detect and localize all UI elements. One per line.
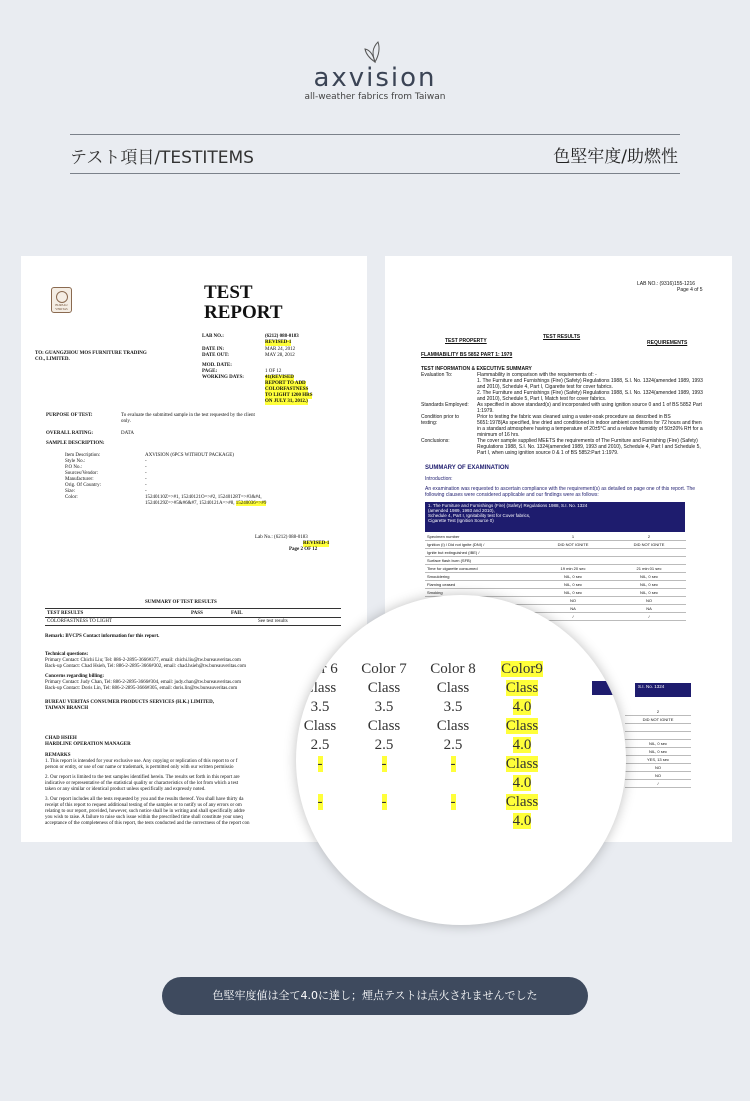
table-row [425, 565, 686, 573]
caption-banner: 色堅牢度値は全て4.0に達し；煙点テストは点火されませんでした [162, 977, 588, 1015]
cell-value: - [450, 794, 456, 810]
table-rule [45, 617, 341, 618]
specimen-2-value: DID NOT IGNITE [633, 542, 665, 547]
remark-line: taken or any similar or identical product unless specifically and expressly noted. [45, 787, 206, 792]
cell-value: 4.0 [512, 699, 532, 715]
brand-name: axvision [313, 63, 437, 93]
field-label: Manufacturer: [65, 477, 94, 482]
cell-value: 4.0 [512, 775, 532, 791]
table-header: TEST RESULTS [47, 611, 84, 616]
table-header: FAIL [231, 611, 243, 616]
top-rule [70, 134, 680, 135]
page-number: 1 OF 12 [265, 369, 282, 374]
field-label: Item Description: [65, 453, 101, 458]
date-in: MAR 24, 2012 [265, 347, 296, 352]
cell-value: - [317, 756, 323, 772]
cell-value: Class [367, 718, 401, 734]
specimen-2-value: NA [646, 606, 652, 611]
specimen-2-value: 21 min 01 sec [636, 566, 662, 571]
specimen-2-value: NIL, 0 sec [648, 749, 667, 754]
mod-date-label: MOD. DATE: [202, 363, 232, 368]
row-label: Ignition (I) / Did not ignite (DNI) / [427, 542, 485, 547]
summary-heading: SUMMARY OF EXAMINATION [425, 465, 509, 471]
sample-description-label: SAMPLE DESCRIPTION: [46, 441, 105, 446]
row-label: Time for cigarette consumed [427, 566, 478, 571]
row-label: Smouldering [427, 574, 450, 579]
lab-no: LAB NO.: (9316)155-1216 [637, 281, 696, 287]
cell-value: 4.0 [512, 737, 532, 753]
cell-value: 3.5 [374, 699, 394, 715]
cell-value: Class [505, 794, 539, 810]
contact-heading: Concerns regarding billing: [45, 674, 105, 679]
field-value: 1:1979. [477, 408, 494, 414]
table-row [625, 740, 691, 748]
brand-tagline: all-weather fabrics from Taiwan [304, 92, 446, 102]
specimen-1-value: NO [570, 598, 576, 603]
field-value: and 2010), Schedule 4, Part I, Cigarette test for cover fabrics. [477, 384, 613, 390]
color-codes: 15240110Z=>#1, 15240121O=>#2, 15240128T=>#3&#4, [145, 495, 262, 500]
lab-no-label: LAB NO.: [202, 334, 224, 339]
field-label: Evaluation To: [421, 372, 453, 378]
intro-label: Introduction: [425, 476, 453, 482]
cell-value: 4.0 [512, 813, 532, 829]
remark-line: receipt of this report to request additional testing of the samples or to notify us of any errors or om [45, 803, 242, 808]
field-value: As specified in above standard(s) and incorporated with using ignition source 0 and 1 of BS 5852 Part [477, 402, 702, 408]
working-days-note: REPORT TO ADD [265, 381, 306, 386]
column-header: Color9 [501, 661, 543, 677]
specimen-1-value: NA [570, 606, 576, 611]
bottom-rule [70, 173, 680, 174]
signer-title: HARDLINE OPERATION MANAGER [45, 742, 131, 747]
table-row [625, 748, 691, 756]
table-row [425, 549, 686, 557]
magnifier-loupe [296, 595, 626, 925]
field-value: 2. The Furniture and Furnishings (Fire) (Safety) Regulations 1988, S.I. No. 1324(amended 1989, 1993 [477, 390, 703, 396]
table-row [425, 533, 686, 541]
table-header: PASS [191, 611, 203, 616]
column-header: Color 8 [430, 661, 476, 677]
contact-heading: Technical questions: [45, 652, 89, 657]
remark-line: indicative or representative of the statistical quality or characteristics of the lot from which a test [45, 781, 239, 786]
table-row [625, 756, 691, 764]
row-label: Surface flash burn (SFB) [427, 558, 472, 563]
field-value: Regulations 1988, S.I. No. 1324(amended 1989, 1993 and 2010), Schedule 4, Part I and Schedule 5, [477, 444, 701, 450]
cell-value: - [381, 794, 387, 810]
field-value: and 2010), Schedule 5, Part I, Match test for cover fabrics. [477, 396, 607, 402]
working-days-note: TO LIGHT 1200 HRS [265, 393, 313, 398]
table-row [625, 716, 691, 724]
report-title-line2: REPORT [204, 302, 283, 323]
page-number: Page 4 of 5 [677, 287, 703, 293]
field-label: P.O No.: [65, 465, 83, 470]
company-name: TAIWAN BRANCH [45, 706, 89, 711]
specimen-1-value: NIL, 0 sec [563, 590, 582, 595]
specimen-1-value: / [572, 614, 574, 619]
working-days-note: ON JULY 31, 2012.) [265, 399, 308, 404]
leaf-icon [360, 40, 390, 64]
working-days-note: COLORFASTNESS [265, 387, 309, 392]
contact-line: Back-up Contact: Chad Hsieh, Tel: 886-2-2895-3666#302, email: chad.hsieh@tw.bureauveritas.com [45, 664, 247, 669]
specimen-2-value: NIL, 0 sec [639, 582, 658, 587]
summary-title: SUMMARY OF TEST RESULTS [145, 600, 217, 605]
cell-value: 2.5 [443, 737, 463, 753]
field-label: Size: [65, 489, 75, 494]
revised-badge: REVISED-1 [265, 340, 292, 345]
regulation-header-lower: S.I. No. 1324 [635, 683, 691, 697]
column-header: Color 7 [361, 661, 407, 677]
date-in-label: DATE IN: [202, 347, 224, 352]
purpose-text: To evaluate the submitted sample in the test requested by the client [121, 413, 255, 418]
field-value: - [145, 471, 147, 476]
date-out-label: DATE OUT: [202, 353, 229, 358]
table-row [625, 780, 691, 788]
table-rule [45, 608, 341, 609]
field-value: - [145, 459, 147, 464]
contact-line: Primary Contact: Judy Chan, Tel: 886-2-2895-3666#304, email: judy.chan@tw.bureauveritas.com [45, 680, 241, 685]
regulation-header: 1. The Furniture and Furnishings (Fire) (Safety) Regulations 1988, S.I. No. 1324 (amended 1989, 1993 and 2010), Schedule 4, Part I, Ignitability test for Cover fabrics, Cigarette Test (Ignition Source 0) [425, 502, 685, 532]
table-row [425, 581, 686, 589]
table-row [625, 772, 691, 780]
field-value: - [145, 477, 147, 482]
field-label: Condition prior to [421, 414, 460, 420]
cell-value: Class [436, 680, 470, 696]
table-row [625, 708, 691, 716]
table-row [425, 557, 686, 565]
section-title-right: 色堅牢度/助燃性 [553, 147, 678, 167]
cell-value: Class [303, 680, 337, 696]
specimen-2-value: 2 [647, 534, 651, 539]
specimen-1-value: NIL, 0 sec [563, 582, 582, 587]
field-value: 5651:1978(As specified, line dried and conditioned in indoor ambient conditions for 72 hours and then [477, 420, 702, 426]
specimen-2-value: NIL, 0 sec [648, 741, 667, 746]
table-row [425, 541, 686, 549]
field-label: Color: [65, 495, 78, 500]
remark-line: 1. This report is intended for your exclusive use. Any copying or replication of this report to or f [45, 759, 238, 764]
specimen-2-value: NO [646, 598, 652, 603]
cell-value: 3.5 [310, 699, 330, 715]
specimen-2-value: DID NOT IGNITE [642, 717, 674, 722]
page-label: PAGE: [202, 369, 218, 374]
row-label: Ignite but extinguished (IBE) / [427, 550, 480, 555]
contact-line: Back-up Contact: Doris Lin, Tel: 886-2-2895-3666#305, email: doris.lin@tw.bureauveritas.com [45, 686, 238, 691]
working-days: 41(REVISED [265, 375, 294, 380]
working-days-label: WORKING DAYS: [202, 375, 244, 380]
field-value: Prior to testing the fabric was cleaned using a water-soak procedure as described in BS [477, 414, 671, 420]
row-label: Specimen number [427, 534, 460, 539]
specimen-2-value: YES, 13 sec [646, 757, 669, 762]
specimen-2-value: NIL, 0 sec [639, 574, 658, 579]
column-header: REQUIREMENTS [647, 340, 688, 346]
specimen-2-value: NIL, 0 sec [639, 590, 658, 595]
info-title: TEST INFORMATION & EXECUTIVE SUMMARY [421, 366, 532, 372]
remark: Remark: BVCPS Contact information for this report. [45, 634, 160, 639]
color-codes: 15240129Z=>#5&#6&#7, 15240121A=>#8, 15240036=>#9 [145, 501, 267, 506]
cell-value: - [450, 756, 456, 772]
field-label: Standards Employed: [421, 402, 469, 408]
overall-rating: DATA [121, 431, 134, 436]
field-value: - [145, 489, 147, 494]
table-row [425, 573, 686, 581]
remark-line: 2. Our report is limited to the test samples identified herein. The results set forth in this report are [45, 775, 240, 780]
cell-value: 3.5 [443, 699, 463, 715]
purpose-text: only. [121, 419, 131, 424]
overall-rating-label: OVERALL RATING: [46, 431, 93, 436]
table-cell: COLORFASTNESS TO LIGHT [47, 619, 113, 624]
remark-line: you wish to raise. A failure to raise such issue within the prescribed time shall constitute your uneq [45, 815, 243, 820]
cell-value: 2.5 [374, 737, 394, 753]
contact-line: Primary Contact: Chichi Liu; Tel: 886-2-2895-3666#377, email: chichi.liu@tw.bureauveritas.com [45, 658, 241, 663]
item-description: AXVISION (6PCS WITHOUT PACKAGE) [145, 453, 234, 458]
cell-value: Class [505, 680, 539, 696]
cell-value: Class [436, 718, 470, 734]
revised-badge: REVISED-1 [303, 541, 330, 546]
recipient: TO: GUANGZHOU MOS FURNITURE TRADING [35, 351, 147, 356]
purpose-label: PURPOSE OF TEST: [46, 413, 93, 418]
cell-value: Class [505, 718, 539, 734]
field-value: minimum of 16 hrs. [477, 432, 520, 438]
field-value: in a standard atmosphere having a temperature of 20±5°C and a relative humidity of 50±20% RH for a [477, 426, 703, 432]
flammability-title: FLAMMABILITY BS 5852 PART 1: 1979 [421, 352, 513, 358]
company-name: BUREAU VERITAS CONSUMER PRODUCTS SERVICES (H.K.) LIMITED, [45, 700, 214, 705]
remarks-heading: REMARKS [45, 753, 71, 758]
section-title-left: テスト項目/TESTITEMS [70, 148, 254, 168]
intro-text: An examination was requested to ascertain compliance with the requirement(s) as detailed on page one of this report. The [425, 486, 696, 492]
bureau-veritas-seal: BUREAU VERITAS [51, 287, 72, 313]
intro-text: following clauses were considered applicable and our findings were as follows: [425, 492, 599, 498]
specimen-2-value: / [657, 781, 659, 786]
remark-line: 3. Our report includes all the tests requested by you and the results thereof. You shall have thirty da [45, 797, 244, 802]
field-label: Orig. Of Country: [65, 483, 101, 488]
column-header: olor 6 [302, 661, 338, 677]
cell-value: - [381, 756, 387, 772]
column-header: TEST RESULTS [543, 334, 581, 340]
field-value: - [145, 465, 147, 470]
table-cell: See test results [258, 619, 288, 624]
row-label: Smoking [427, 590, 443, 595]
row-label: Flaming ceased [427, 582, 456, 587]
table-row [625, 724, 691, 732]
field-label: Sources/Vendor: [65, 471, 99, 476]
specimen-2-value: NO [655, 773, 661, 778]
page-footer: Page 2 OF 12 [289, 547, 318, 552]
field-label: testing: [421, 420, 438, 426]
field-label: Conclusions: [421, 438, 450, 444]
field-value: 1. The Furniture and Furnishings (Fire) (Safety) Regulations 1988, S.I. No. 1324(amended 1989, 1993 [477, 378, 703, 384]
field-label: Style No.: [65, 459, 86, 464]
remark-line: person or entity, or use of our name or trademark, is permitted only with our written permissio [45, 765, 234, 770]
specimen-1-value: DID NOT IGNITE [557, 542, 589, 547]
field-value: - [145, 483, 147, 488]
cell-value: Class [505, 756, 539, 772]
recipient-line2: CO., LIMITED. [35, 357, 70, 362]
report-title-line1: TEST [204, 282, 253, 303]
brand-logo [0, 40, 750, 102]
cell-value: Class [367, 680, 401, 696]
magnified-table-header [592, 681, 626, 695]
cell-value: 2.5 [310, 737, 330, 753]
cell-value: - [317, 794, 323, 810]
lab-no: (6212) 088-0183 [265, 334, 299, 339]
table-row [625, 764, 691, 772]
specimen-2-value: / [648, 614, 650, 619]
remark-line: acceptance of the completeness of this report, the tests conducted and the correctness of the report con [45, 821, 250, 826]
column-header: TEST PROPERTY [445, 338, 487, 344]
lab-no-footer: Lab No.: (6212) 088-0183 [255, 535, 308, 540]
cell-value: Class [303, 718, 337, 734]
remark-line: relating to our report, provided, however, such notice shall be in writing and shall specifically addre [45, 809, 245, 814]
table-rule [45, 625, 341, 626]
specimen-1-value: 19 min 20 sec [560, 566, 586, 571]
specimen-1-value: 1 [571, 534, 575, 539]
table-row [625, 732, 691, 740]
specimen-1-value: NIL, 0 sec [563, 574, 582, 579]
signer-name: CHAD HSIEH [45, 736, 77, 741]
date-out: MAY 28, 2012 [265, 353, 295, 358]
field-value: Part I, when using ignition source 0 & 1 of BS 5852:Part 1:1979. [477, 450, 619, 456]
specimen-2-value: 2 [656, 709, 660, 714]
field-value: Flammability in comparison with the requirements of: - [477, 372, 597, 378]
field-value: The cover sample supplied MEETS the requirements of The Furniture and Furnishing (Fire) (Safety) [477, 438, 698, 444]
specimen-2-value: NO [655, 765, 661, 770]
